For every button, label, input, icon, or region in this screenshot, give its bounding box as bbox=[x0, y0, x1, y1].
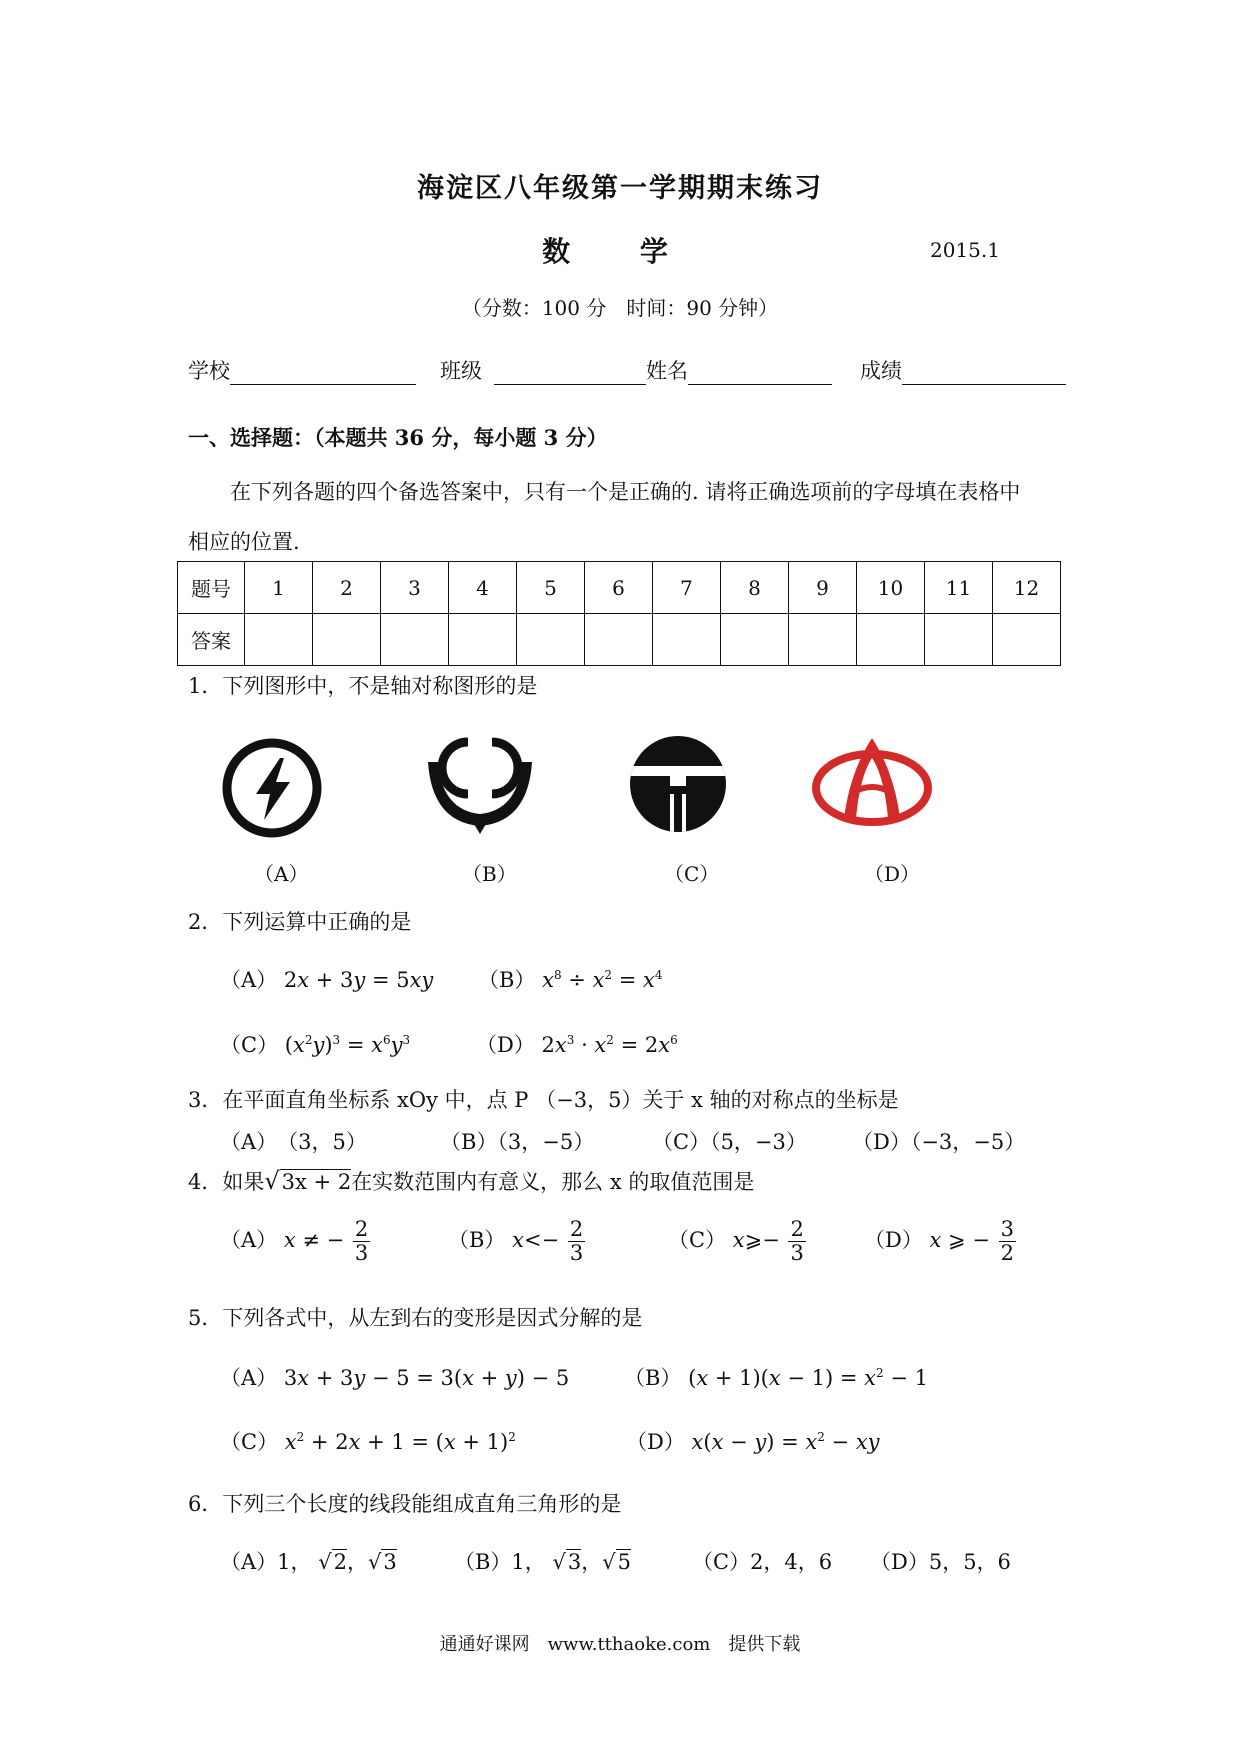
q6-option-b: （B）1， √3，√5 bbox=[454, 1550, 632, 1574]
exam-date: 2015.1 bbox=[930, 238, 1000, 262]
q5-option-d: （D） $x(x - y) = x^2$ − xy bbox=[626, 1430, 880, 1454]
question-4: 4．如果√3x + 2在实数范围内有意义，那么 x 的取值范围是 bbox=[188, 1167, 755, 1195]
score-label: 成绩 bbox=[860, 359, 902, 383]
option-label: （B） bbox=[478, 968, 536, 992]
option-label: （A） bbox=[220, 968, 278, 992]
page-title: 海淀区八年级第一学期期末练习 bbox=[417, 173, 823, 204]
option-label: （A）1， bbox=[220, 1550, 312, 1574]
option-label: （C） bbox=[220, 1033, 279, 1057]
question-number: 2 bbox=[313, 562, 381, 614]
answer-cell[interactable] bbox=[721, 614, 789, 666]
subject-title: 数 学 bbox=[542, 235, 698, 268]
answer-cell[interactable] bbox=[993, 614, 1061, 666]
q6-option-a: （A）1， √2，√3 bbox=[220, 1550, 397, 1574]
option-label: （D） bbox=[864, 1228, 923, 1253]
option-label-d: （D） bbox=[864, 862, 921, 886]
question-number: 5 bbox=[517, 562, 585, 614]
option-label: （B） bbox=[448, 1228, 506, 1253]
question-5: 5．下列各式中，从左到右的变形是因式分解的是 bbox=[188, 1306, 643, 1330]
option-label-c: （C） bbox=[664, 862, 720, 886]
q4-option-b: （B） x<− $\frac{2}{3}$ bbox=[448, 1217, 584, 1266]
question-number: 7 bbox=[653, 562, 721, 614]
radicand: 3x + 2 bbox=[281, 1170, 352, 1194]
option-label: （A） bbox=[220, 1366, 278, 1390]
answer-cell[interactable] bbox=[517, 614, 585, 666]
q2-option-b: （B） $x^8 \div x^2 = x^4$ bbox=[478, 968, 663, 992]
option-label: （B） bbox=[624, 1366, 682, 1390]
q3-option-c: （C）（5，−3） bbox=[652, 1130, 807, 1154]
q5-option-c: （C） $x^2 + 2x + 1 = (x + 1)^2$ bbox=[220, 1430, 516, 1454]
instruction-line-2: 相应的位置. bbox=[188, 530, 300, 554]
q2-option-c: （C） $(x^2y)^3 = x^6y^3$ bbox=[220, 1033, 411, 1057]
answer-cell[interactable] bbox=[313, 614, 381, 666]
question-number: 9 bbox=[789, 562, 857, 614]
answer-cell[interactable] bbox=[245, 614, 313, 666]
option-label-a: （A） bbox=[254, 862, 309, 886]
question-number: 11 bbox=[925, 562, 993, 614]
section-heading: 一、选择题：（本题共 36 分，每小题 3 分） bbox=[188, 425, 608, 450]
class-field[interactable] bbox=[494, 362, 646, 385]
circle-emblem-icon bbox=[628, 734, 728, 834]
question-4-suffix: 在实数范围内有意义，那么 x 的取值范围是 bbox=[351, 1170, 755, 1194]
table-row bbox=[178, 562, 1061, 614]
lightning-icon bbox=[220, 736, 324, 840]
answer-cell[interactable] bbox=[789, 614, 857, 666]
class-label: 班级 bbox=[440, 359, 482, 383]
row-header: 答案 bbox=[178, 614, 245, 666]
question-number: 8 bbox=[721, 562, 789, 614]
question-4-prefix: 4．如果 bbox=[188, 1170, 265, 1194]
name-label: 姓名 bbox=[646, 359, 688, 383]
student-info-fields bbox=[188, 355, 1076, 385]
table-row bbox=[178, 614, 1061, 666]
question-number: 10 bbox=[857, 562, 925, 614]
answer-cell[interactable] bbox=[857, 614, 925, 666]
question-1: 1．下列图形中，不是轴对称图形的是 bbox=[188, 674, 538, 698]
q4-option-d: （D） x ⩾ − $\frac{3}{2}$ bbox=[864, 1217, 1014, 1266]
option-label: （B）1， bbox=[454, 1550, 546, 1574]
school-label: 学校 bbox=[188, 359, 230, 383]
q2-option-d: （D） $2x^3 \cdot x^2 = 2x^6$ bbox=[476, 1033, 678, 1057]
option-label: （D） bbox=[626, 1430, 685, 1454]
q5-option-b: （B） $(x + 1)(x - 1) = x^2 - 1$ bbox=[624, 1366, 928, 1390]
q5-option-a: （A） 3x + 3y − 5 = 3(x + y) − 5 bbox=[220, 1366, 570, 1390]
answer-cell[interactable] bbox=[381, 614, 449, 666]
question-number: 3 bbox=[381, 562, 449, 614]
question-number: 4 bbox=[449, 562, 517, 614]
answer-cell[interactable] bbox=[585, 614, 653, 666]
row-header: 题号 bbox=[178, 562, 245, 614]
answer-cell[interactable] bbox=[925, 614, 993, 666]
answer-table bbox=[177, 561, 1061, 666]
option-label-b: （B） bbox=[462, 862, 517, 886]
q3-option-d: （D）（−3，−5） bbox=[852, 1130, 1026, 1154]
q6-option-d: （D）5，5，6 bbox=[870, 1550, 1011, 1574]
red-emblem-icon bbox=[810, 732, 934, 832]
exam-meta: （分数：100 分 时间：90 分钟） bbox=[461, 296, 779, 320]
q3-option-a: （A） （3，5） bbox=[220, 1130, 367, 1154]
question-number: 12 bbox=[993, 562, 1061, 614]
q6-option-c: （C）2，4，6 bbox=[692, 1550, 833, 1574]
question-6: 6．下列三个长度的线段能组成直角三角形的是 bbox=[188, 1492, 622, 1516]
q2-option-a: （A） 2x + 3y = 5xy bbox=[220, 968, 434, 992]
option-label: （A） bbox=[220, 1228, 278, 1253]
q3-option-b: （B）（3，−5） bbox=[440, 1130, 595, 1154]
q4-option-c: （C） x⩾− $\frac{2}{3}$ bbox=[668, 1217, 804, 1266]
answer-cell[interactable] bbox=[449, 614, 517, 666]
question-number: 6 bbox=[585, 562, 653, 614]
name-field[interactable] bbox=[688, 362, 832, 385]
question-3: 3．在平面直角坐标系 xOy 中，点 P （−3，5）关于 x 轴的对称点的坐标是 bbox=[188, 1088, 899, 1112]
q4-option-a: （A） x ≠ − $\frac{2}{3}$ bbox=[220, 1217, 369, 1266]
question-2: 2．下列运算中正确的是 bbox=[188, 910, 412, 934]
answer-cell[interactable] bbox=[653, 614, 721, 666]
instruction-line-1: 在下列各题的四个备选答案中，只有一个是正确的. 请将正确选项前的字母填在表格中 bbox=[230, 480, 1021, 504]
school-field[interactable] bbox=[230, 362, 416, 385]
option-label: （C） bbox=[220, 1430, 279, 1454]
question-number: 1 bbox=[245, 562, 313, 614]
score-field[interactable] bbox=[902, 362, 1066, 385]
option-label: （C） bbox=[668, 1228, 727, 1253]
ring-emblem-icon bbox=[424, 736, 536, 836]
option-label: （D） bbox=[476, 1033, 535, 1057]
footer-source: 通通好课网 www.tthaoke.com 提供下载 bbox=[439, 1634, 801, 1655]
